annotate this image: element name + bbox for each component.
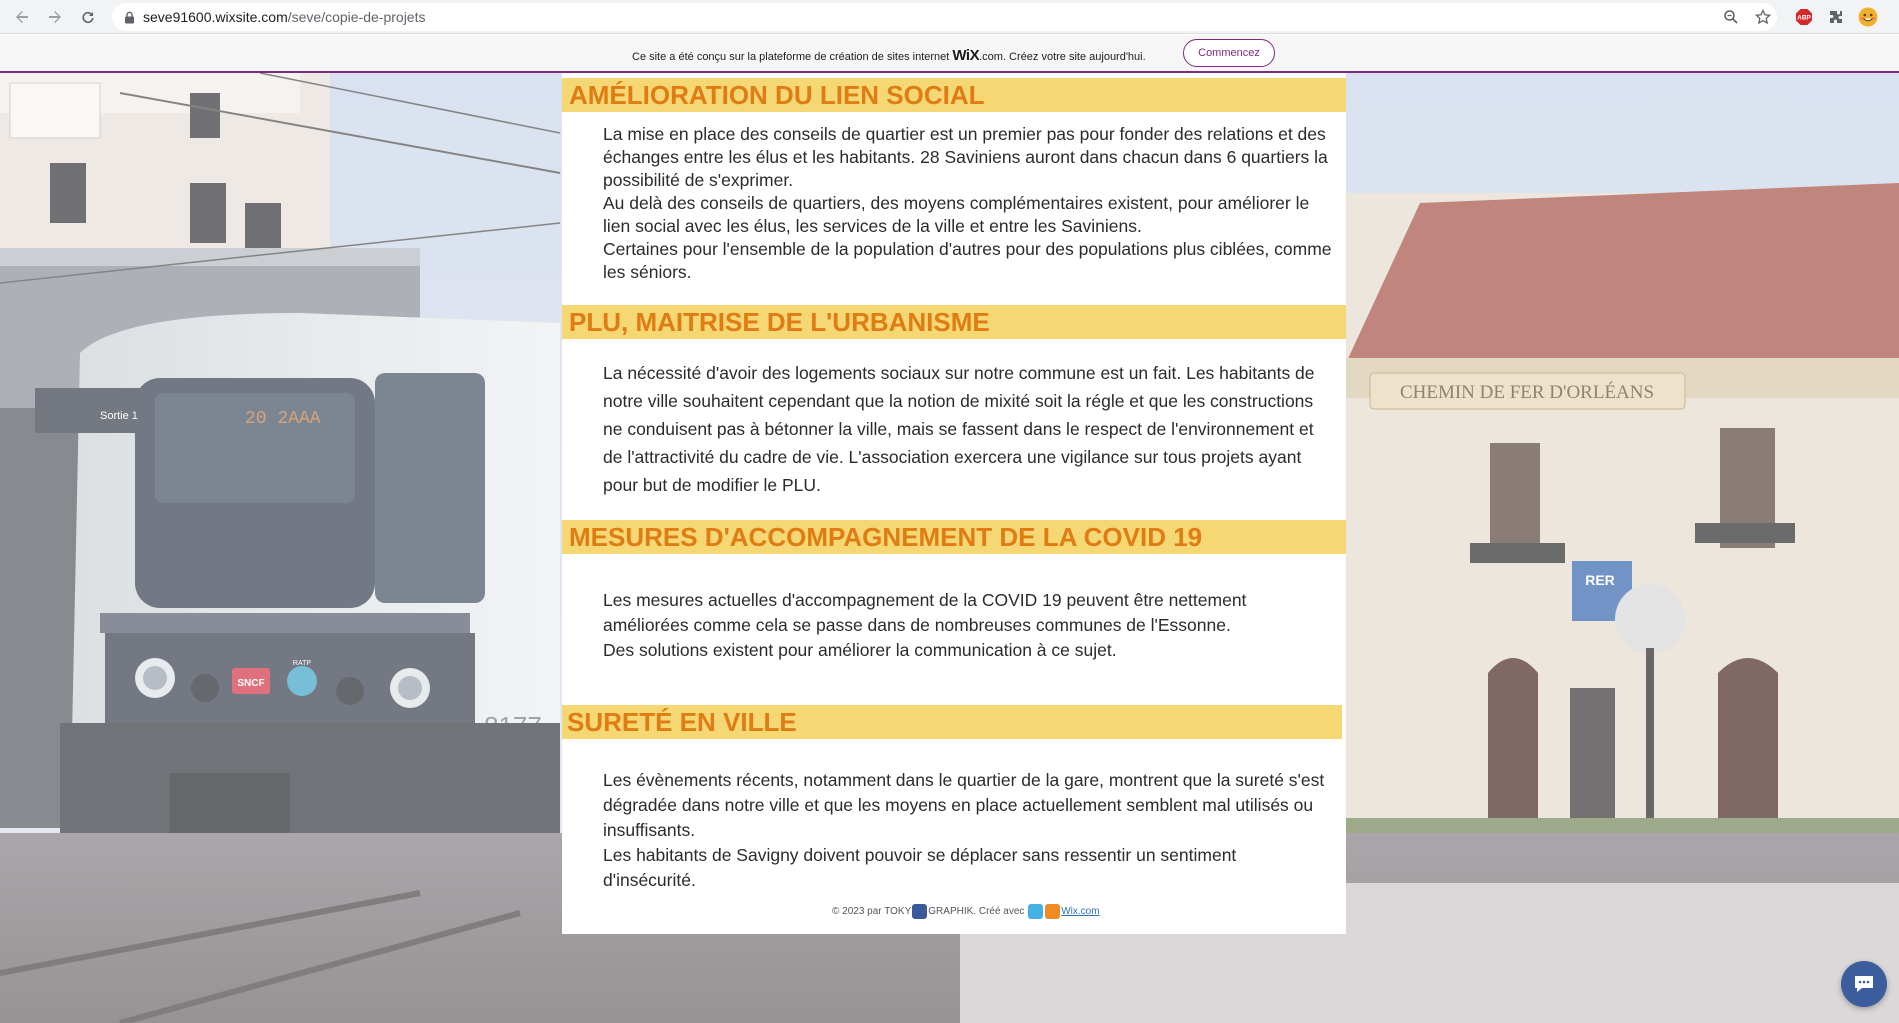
- section-body-covid: [603, 588, 1333, 663]
- section-title-social: AMÉLIORATION DU LIEN SOCIAL: [562, 78, 1346, 112]
- station-sign: CHEMIN DE FER D'ORLÉANS: [1399, 382, 1655, 403]
- url-text: seve91600.wixsite.com/seve/copie-de-projets: [143, 9, 426, 25]
- wix-link[interactable]: Wix.com: [1061, 906, 1100, 918]
- content-column: [562, 73, 1346, 934]
- site-footer: © 2023 par TOKY GRAPHIK. Créé avec Wix.com: [832, 904, 1100, 919]
- zoom-icon[interactable]: [1720, 6, 1742, 28]
- wix-banner-message: Ce site a été conçu sur la plateforme de création de sites internet WiX.com. Créez votre site aujourd'hui.: [632, 47, 1146, 64]
- lock-icon[interactable]: [124, 11, 135, 29]
- paragraph: Les mesures actuelles d'accompagnement de la COVID 19 peuvent être nettement améliorées comme cela se passe dans de nombreuses communes de l'Essonne.: [603, 590, 1247, 635]
- svg-text:ABP: ABP: [1797, 14, 1811, 22]
- browser-toolbar: [0, 0, 1899, 34]
- exit-sign: Sortie 1: [100, 410, 138, 422]
- chat-button[interactable]: [1841, 961, 1887, 1007]
- paragraph: La mise en place des conseils de quartier est un premier pas pour fonder des relations et des échanges entre les élus et les habitants. 28 Saviniens auront dans chacun dans 6 quartiers la possibilité de s'exprimer.: [603, 124, 1328, 190]
- profile-avatar-icon[interactable]: [1857, 6, 1879, 28]
- bookmark-star-icon[interactable]: [1752, 6, 1774, 28]
- extensions-icon[interactable]: [1825, 6, 1847, 28]
- reload-icon[interactable]: [76, 5, 100, 29]
- paragraph: Certaines pour l'ensemble de la population d'autres pour des populations plus ciblées, comme les séniors.: [603, 239, 1332, 282]
- rss-icon[interactable]: [1045, 904, 1060, 919]
- train-destination-display: 20 2AAA: [245, 409, 321, 429]
- section-body-social: [603, 123, 1333, 284]
- sncf-logo: SNCF: [237, 678, 265, 689]
- section-body-safety: [603, 768, 1333, 893]
- paragraph: La nécessité d'avoir des logements sociaux sur notre commune est un fait. Les habitants de notre ville souhaitent cependant que la notion de mixité soit la régle et que les constructions ne conduisent pas à bétonner la ville, mais se fassent dans le respect de l'environnement et de l'attractivité du cadre de vie. L'association exercera une vigilance sur tous projets ayant pour but de modifier le PLU.: [603, 363, 1315, 495]
- chat-bubble-icon: [1853, 974, 1875, 994]
- paragraph: Des solutions existent pour améliorer la communication à ce sujet.: [603, 640, 1117, 660]
- section-title-urbanism: PLU, MAITRISE DE L'URBANISME: [562, 305, 1346, 339]
- paragraph: Les évènements récents, notamment dans le quartier de la gare, montrent que la sureté s'est dégradée dans notre ville et que les moyens en place actuellement semblent mal utilisés ou insuffisants.: [603, 770, 1325, 840]
- ratp-logo: RATP: [292, 660, 312, 667]
- back-icon[interactable]: [10, 5, 34, 29]
- wix-promo-banner: [0, 35, 1899, 73]
- start-button[interactable]: Commencez: [1183, 39, 1275, 67]
- adblock-icon[interactable]: [1793, 6, 1815, 28]
- section-title-safety: SURETÉ EN VILLE: [562, 705, 1342, 739]
- facebook-icon[interactable]: [912, 904, 927, 919]
- wix-logo: WiX: [952, 47, 980, 64]
- forward-icon[interactable]: [43, 5, 67, 29]
- rer-sign: RER: [1585, 572, 1615, 588]
- paragraph: Au delà des conseils de quartiers, des moyens complémentaires existent, pour améliorer le lien social avec les élus, les services de la ville et entre les Saviniens.: [603, 193, 1310, 236]
- paragraph: Les habitants de Savigny doivent pouvoir se déplacer sans ressentir un sentiment d'insécurité.: [603, 845, 1237, 890]
- address-bar[interactable]: [112, 3, 1777, 31]
- twitter-icon[interactable]: [1028, 904, 1043, 919]
- section-body-urbanism: [603, 359, 1333, 499]
- section-title-covid: MESURES D'ACCOMPAGNEMENT DE LA COVID 19: [562, 520, 1346, 554]
